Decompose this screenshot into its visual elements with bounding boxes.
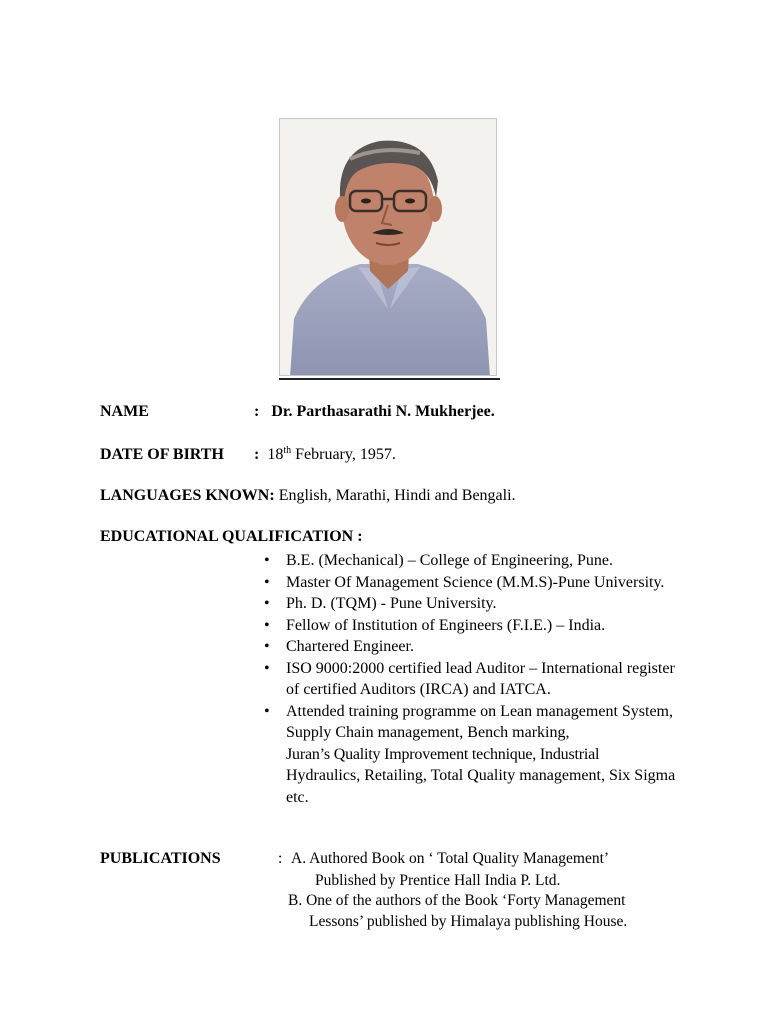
portrait-icon <box>280 119 497 376</box>
dob-rest: February, 1957. <box>291 446 396 463</box>
dob-day-suffix: th <box>283 445 292 456</box>
dob-colon: : <box>254 446 260 463</box>
publication-b-line-2: Lessons’ published by Himalaya publishing House. <box>309 913 628 930</box>
publication-a-line-2: Published by Prentice Hall India P. Ltd. <box>315 872 561 889</box>
languages-row <box>100 487 516 505</box>
list-item: • ISO 9000:2000 certified lead Auditor – International register of certified Auditors (IRCA) and IATCA. <box>264 658 684 701</box>
publication-a-line-1: A. Authored Book on ‘ Total Quality Management’ <box>291 850 610 867</box>
portrait-photo <box>279 118 497 376</box>
name-value: Dr. Parthasarathi N. Mukherjee. <box>271 403 495 420</box>
list-item <box>264 701 684 809</box>
name-row <box>100 403 495 421</box>
dob-label: DATE OF BIRTH <box>100 446 224 463</box>
languages-label: LANGUAGES KNOWN: <box>100 487 275 504</box>
list-item: • Fellow of Institution of Engineers (F.I.E.) – India. <box>264 615 684 637</box>
photo-underline <box>279 378 500 380</box>
education-list <box>264 550 684 808</box>
training-line-2: Juran’s Quality Improvement technique, Industrial <box>286 745 600 763</box>
name-label: NAME <box>100 403 149 420</box>
list-item: • Master Of Management Science (M.M.S)-Pune University. <box>264 572 684 594</box>
publications-colon: : <box>278 850 283 867</box>
dob-row <box>100 446 396 464</box>
dob-day: 18 <box>267 446 284 463</box>
name-colon: : <box>254 403 260 420</box>
list-item: • Chartered Engineer. <box>264 636 684 658</box>
education-heading: EDUCATIONAL QUALIFICATION : <box>100 528 363 545</box>
publication-b-line-1: B. One of the authors of the Book ‘Forty Management <box>288 892 626 909</box>
publications-label: PUBLICATIONS <box>100 850 221 867</box>
training-line-1: Attended training programme on Lean management System, Supply Chain management, Bench marking, <box>286 702 673 741</box>
languages-value: English, Marathi, Hindi and Bengali. <box>274 487 516 504</box>
list-item: • B.E. (Mechanical) – College of Engineering, Pune. <box>264 550 684 572</box>
list-item: • Ph. D. (TQM) - Pune University. <box>264 593 684 615</box>
training-line-3: Hydraulics, Retailing, Total Quality management, Six Sigma etc. <box>286 767 676 806</box>
